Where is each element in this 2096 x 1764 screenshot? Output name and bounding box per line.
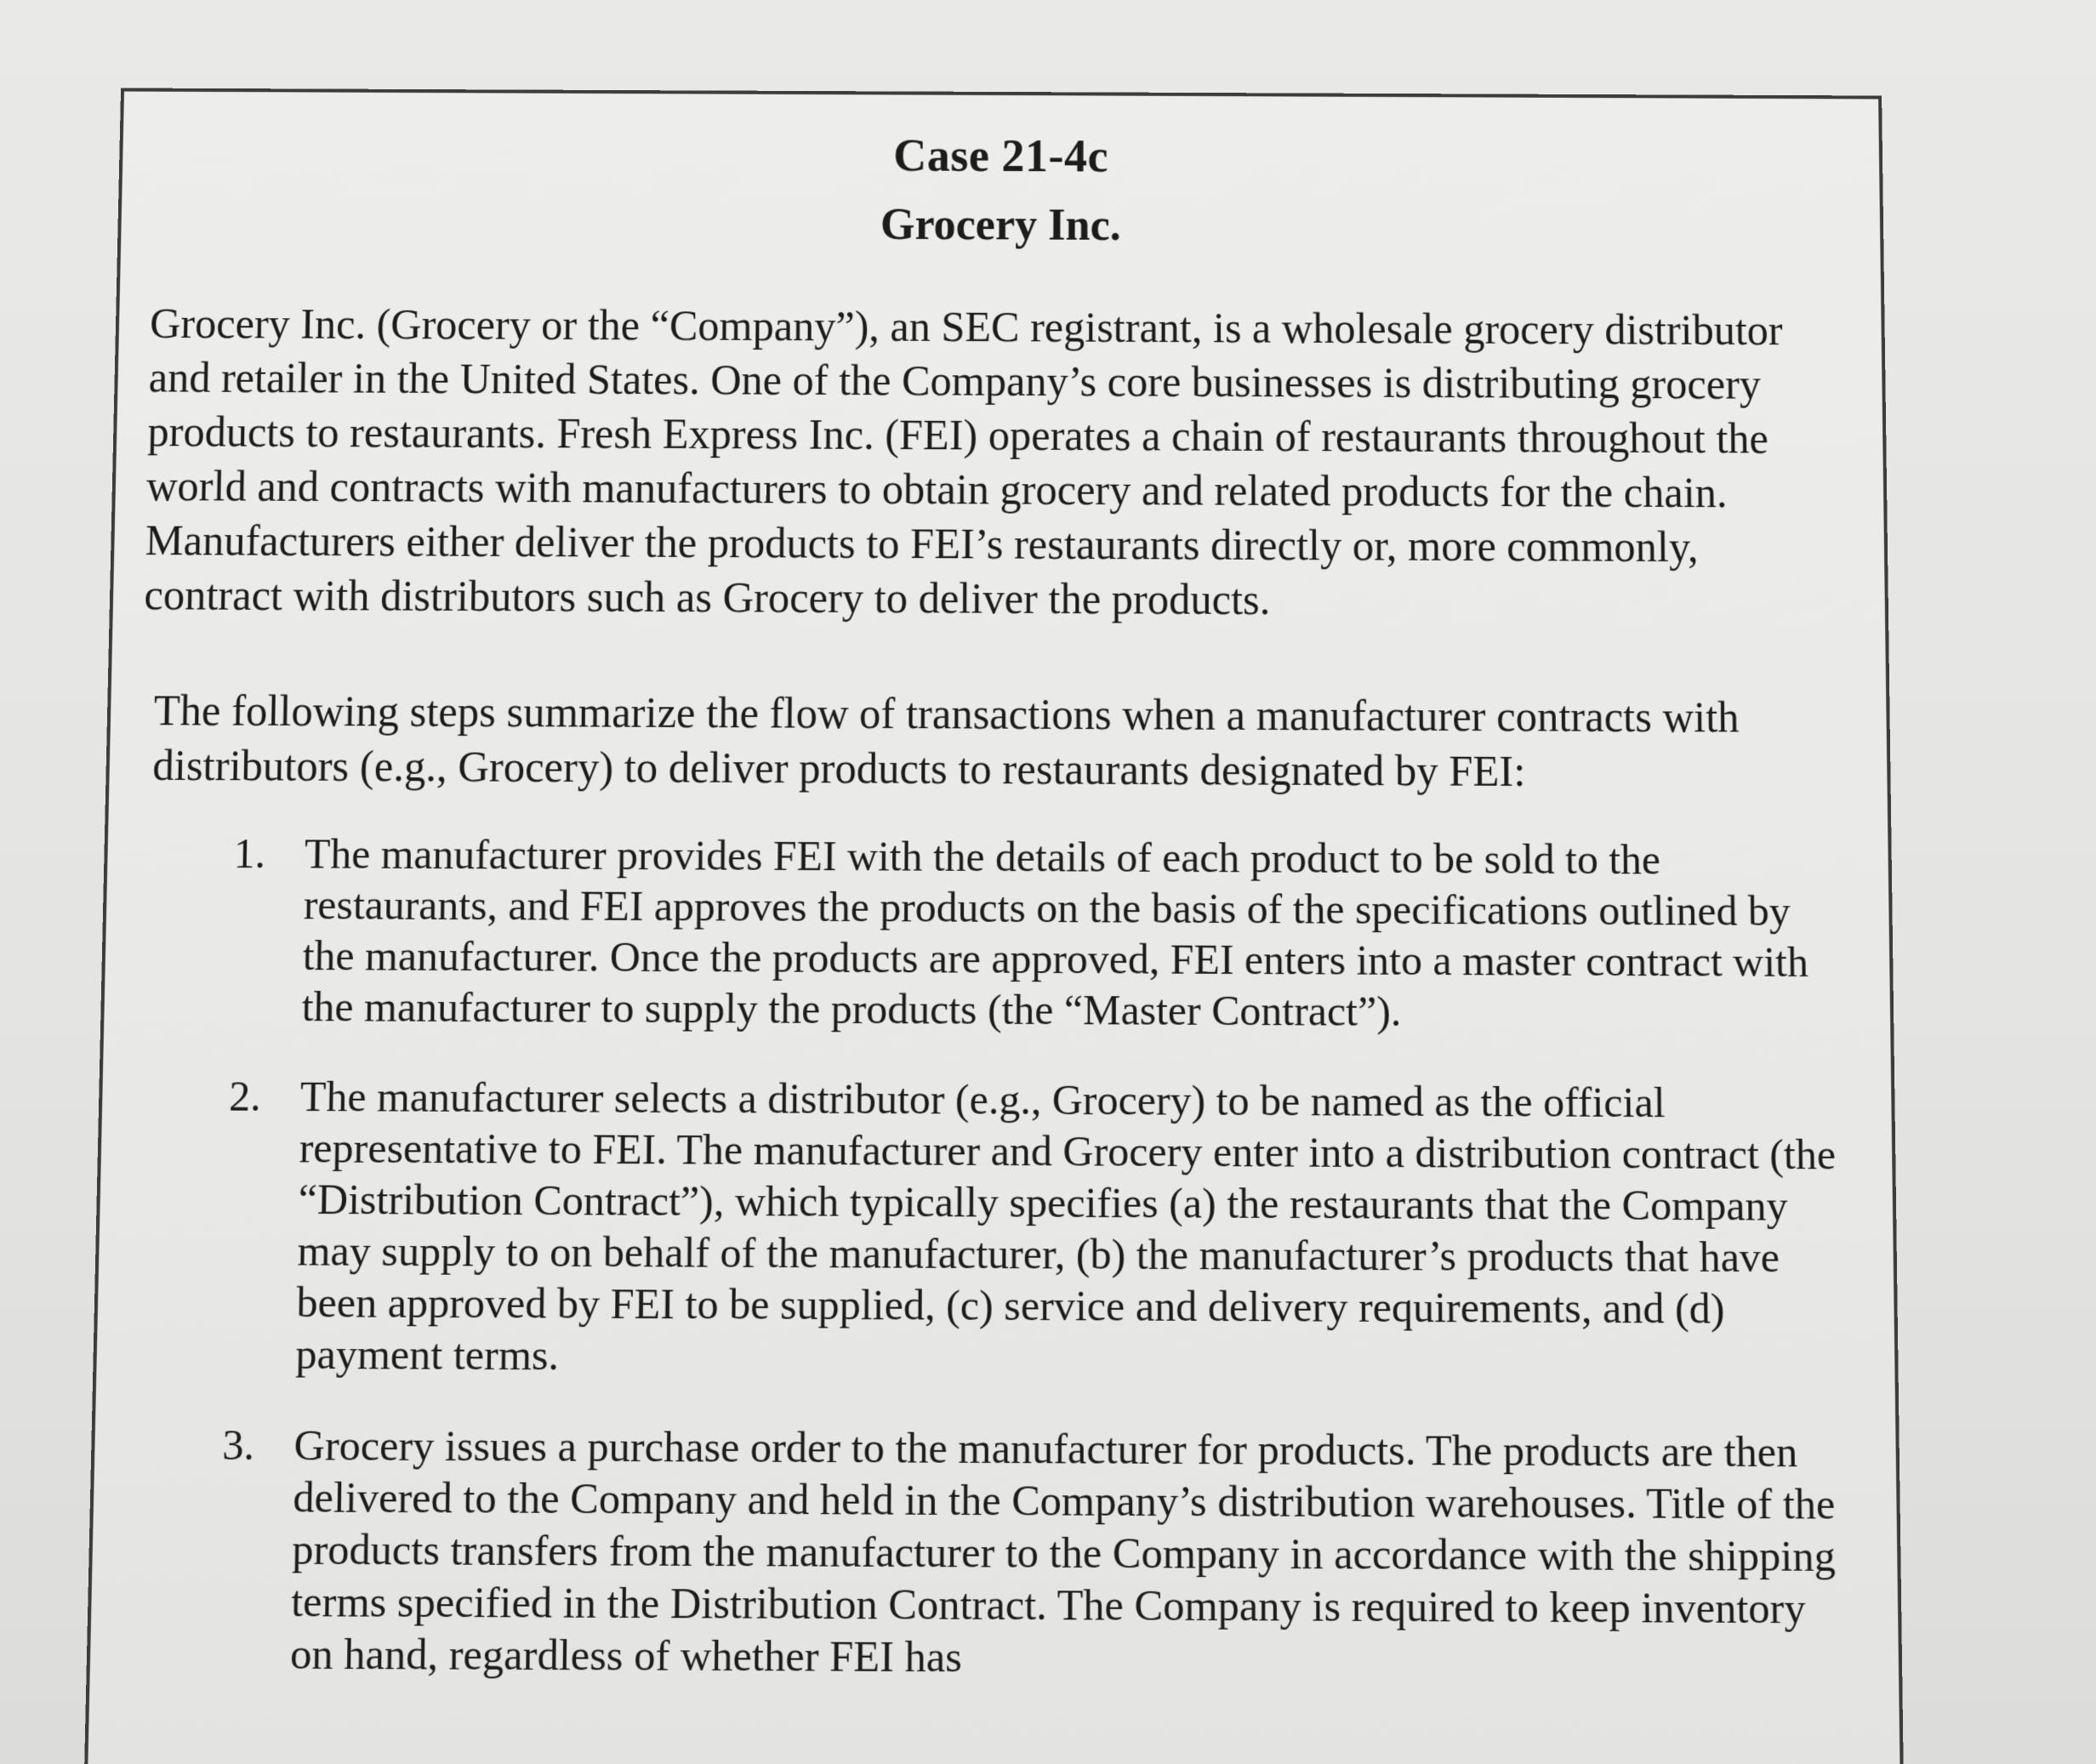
steps-list xyxy=(122,828,1847,1687)
step-number: 3. xyxy=(221,1420,255,1470)
intro-paragraph: Grocery Inc. (Grocery or the “Company”), an SEC registrant, is a wholesale grocery distributor and retailer in the United States. One of the Company’s core businesses is distributing grocery products to restaurants. Fresh Express Inc. (FEI) operates a chain of restaurants throughout the world and contracts with manufacturers to obtain grocery and related products for the chain. Manufacturers either deliver the products to FEI’s restaurants directly or, more commonly, contract with distributors such as Grocery to deliver the products. xyxy=(143,299,1783,624)
list-item xyxy=(231,828,1839,1039)
document-page xyxy=(82,88,1905,1764)
steps-lead-paragraph: The following steps summarize the flow of transactions when a manufacturer contracts with distributors (e.g., Grocery) to deliver products to restaurants designated by FEI: xyxy=(151,686,1740,796)
document-header xyxy=(121,117,1881,265)
list-item xyxy=(218,1420,1846,1687)
step-number: 1. xyxy=(233,828,266,878)
list-item xyxy=(224,1071,1843,1387)
step-text: The manufacturer selects a distributor (e.g., Grocery) to be named as the official representative to FEI. The manufacturer and Grocery enter into a distribution contract (the “Distribution Contract”), which typically specifies (a) the restaurants that the Company may supply to on behalf of the manufacturer, (b) the manufacturer’s products that have been approved by FEI to be supplied, (c) service and delivery requirements, and (d) payment terms. xyxy=(294,1072,1837,1380)
document-body xyxy=(121,296,1847,1727)
company-name-heading: Grocery Inc. xyxy=(880,200,1121,251)
step-number: 2. xyxy=(228,1071,262,1121)
step-text: The manufacturer provides FEI with the details of each product to be sold to the restaurants, and FEI approves the products on the basis of the specifications outlined by the manufacturer. Once the products are approved, FEI enters into a master contract with the manufacturer to supply the products (the “Master Contract”). xyxy=(301,829,1809,1036)
step-text: Grocery issues a purchase order to the manufacturer for products. The products are then delivered to the Company and held in the Company’s distribution warehouses. Title of the products transfers from the manufacturer to the Company in accordance with the shipping terms specified in the Distribution Contract. The Company is required to keep inventory on hand, regardless of whether FEI has xyxy=(289,1420,1837,1681)
case-number-heading: Case 21-4c xyxy=(893,129,1109,182)
